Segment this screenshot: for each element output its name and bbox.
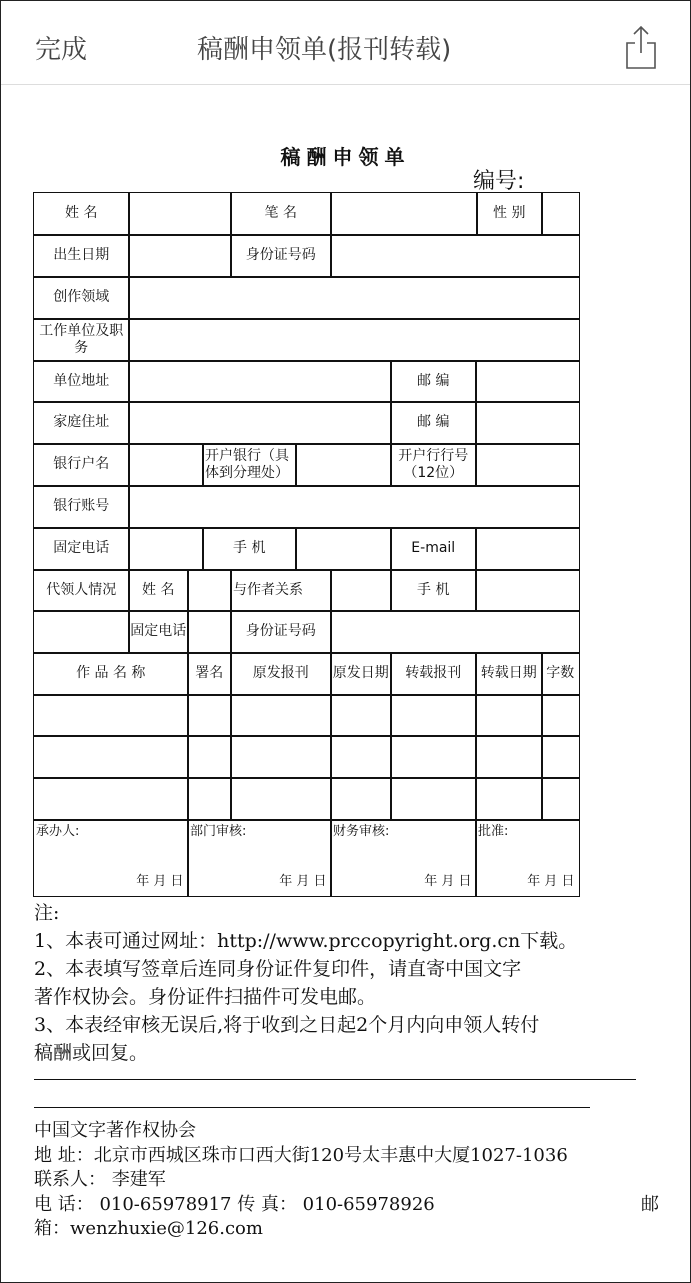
field-label: 邮 编 xyxy=(390,401,477,445)
field-input-cell[interactable] xyxy=(541,735,580,779)
notes xyxy=(34,899,664,1067)
email: 箱：wenzhuxie@126.com xyxy=(34,1218,263,1239)
field-input-cell[interactable] xyxy=(128,527,204,571)
signoff-date: 年 月 日 xyxy=(136,873,184,889)
page-title: 稿酬申领单(报刊转载) xyxy=(197,35,452,65)
field-label: 姓 名 xyxy=(33,192,130,236)
signoff-cell[interactable] xyxy=(475,819,580,897)
field-input-cell[interactable] xyxy=(187,610,232,654)
field-input-cell[interactable] xyxy=(295,527,392,571)
field-input-cell[interactable] xyxy=(541,192,580,236)
field-input-cell[interactable] xyxy=(390,694,477,737)
field-input-cell[interactable] xyxy=(187,777,232,821)
field-label: 开户银行（具体到分理处） xyxy=(202,443,297,487)
field-label: 转载报刊 xyxy=(390,652,477,696)
note-line: 3、本表经审核无误后,将于收到之日起2个月内向申领人转付 xyxy=(34,1014,540,1036)
signoff-label: 承办人: xyxy=(36,824,80,839)
field-input-cell[interactable] xyxy=(128,318,580,362)
signoff-date: 年 月 日 xyxy=(279,873,327,889)
field-label: 转载日期 xyxy=(475,652,543,696)
field-input-cell[interactable] xyxy=(128,360,392,403)
field-label: 开户行行号（12位） xyxy=(390,443,477,487)
divider xyxy=(34,1107,590,1108)
field-input-cell[interactable] xyxy=(33,735,189,779)
field-label: 手 机 xyxy=(390,569,477,612)
field-input-cell[interactable] xyxy=(330,735,392,779)
field-input-cell[interactable] xyxy=(128,443,204,487)
form-title: 稿酬申领单 xyxy=(280,145,411,169)
field-input-cell[interactable] xyxy=(541,777,580,821)
field-label: 笔 名 xyxy=(230,192,332,236)
field-input-cell[interactable] xyxy=(475,527,580,571)
field-label: 姓 名 xyxy=(128,569,189,612)
field-input-cell[interactable] xyxy=(330,610,580,654)
field-input-cell[interactable] xyxy=(330,192,478,236)
field-label: 银行户名 xyxy=(33,443,130,487)
note-line: 稿酬或回复。 xyxy=(34,1042,149,1064)
field-label: 代领人情况 xyxy=(33,569,130,612)
field-label: 作 品 名 称 xyxy=(33,652,189,696)
share-icon[interactable] xyxy=(625,25,657,69)
field-label: 身份证号码 xyxy=(230,234,332,278)
field-label: 银行账号 xyxy=(33,485,130,529)
mail-label: 邮 xyxy=(641,1193,659,1215)
field-input-cell[interactable] xyxy=(390,777,477,821)
field-input-cell[interactable] xyxy=(330,569,392,612)
field-input-cell[interactable] xyxy=(230,777,332,821)
field-label: 原发报刊 xyxy=(230,652,332,696)
contact-person: 联系人： 李建军 xyxy=(34,1169,166,1190)
field-label: 身份证号码 xyxy=(230,610,332,654)
note-line: 1、本表可通过网址：http://www.prccopyright.org.cn下载。 xyxy=(34,930,578,952)
divider xyxy=(34,1079,636,1080)
field-input-cell[interactable] xyxy=(330,694,392,737)
field-label: 原发日期 xyxy=(330,652,392,696)
field-input-cell[interactable] xyxy=(295,443,392,487)
notes-heading: 注: xyxy=(34,902,60,924)
field-label: 字数 xyxy=(541,652,580,696)
field-input-cell[interactable] xyxy=(475,694,543,737)
field-input-cell[interactable] xyxy=(128,276,580,320)
field-label: 邮 编 xyxy=(390,360,477,403)
phone-fax: 电 话： 010-65978917 传 真： 010-65978926 xyxy=(34,1193,435,1215)
field-input-cell[interactable] xyxy=(475,443,580,487)
field-input-cell[interactable] xyxy=(128,192,232,236)
signoff-date: 年 月 日 xyxy=(527,873,575,889)
signoff-label: 财务审核: xyxy=(333,824,390,839)
field-label: 固定电话 xyxy=(128,610,189,654)
field-input-cell[interactable] xyxy=(33,777,189,821)
field-input-cell[interactable] xyxy=(475,735,543,779)
field-input-cell[interactable] xyxy=(187,694,232,737)
field-input-cell[interactable] xyxy=(33,610,130,654)
note-line: 2、本表填写签章后连同身份证件复印件，请直寄中国文字 xyxy=(34,958,522,980)
field-input-cell[interactable] xyxy=(541,694,580,737)
footer-contact xyxy=(34,1119,659,1242)
field-label: 出生日期 xyxy=(33,234,130,278)
field-input-cell[interactable] xyxy=(128,234,232,278)
field-input-cell[interactable] xyxy=(330,777,392,821)
field-input-cell[interactable] xyxy=(475,401,580,445)
field-label: 手 机 xyxy=(202,527,297,571)
field-input-cell[interactable] xyxy=(330,234,580,278)
field-label: 创作领域 xyxy=(33,276,130,320)
note-line: 著作权协会。身份证件扫描件可发电邮。 xyxy=(34,986,377,1008)
done-button[interactable]: 完成 xyxy=(35,35,88,65)
signoff-label: 批准: xyxy=(478,824,509,839)
field-input-cell[interactable] xyxy=(128,485,580,529)
field-label: 单位地址 xyxy=(33,360,130,403)
signoff-label: 部门审核: xyxy=(190,824,247,839)
field-label: 工作单位及职务 xyxy=(33,318,130,362)
field-input-cell[interactable] xyxy=(187,569,232,612)
field-label: 署名 xyxy=(187,652,232,696)
field-label: 与作者关系 xyxy=(230,569,332,612)
field-input-cell[interactable] xyxy=(187,735,232,779)
org-name: 中国文字著作权协会 xyxy=(34,1120,196,1141)
field-input-cell[interactable] xyxy=(230,694,332,737)
field-input-cell[interactable] xyxy=(475,569,580,612)
field-input-cell[interactable] xyxy=(33,694,189,737)
field-label: 固定电话 xyxy=(33,527,130,571)
field-label: 家庭住址 xyxy=(33,401,130,445)
field-input-cell[interactable] xyxy=(128,401,392,445)
signoff-cell[interactable] xyxy=(187,819,332,897)
signoff-date: 年 月 日 xyxy=(424,873,472,889)
field-input-cell[interactable] xyxy=(475,360,580,403)
signoff-cell[interactable] xyxy=(33,819,189,897)
serial-number-label: 编号: xyxy=(473,169,525,194)
field-label: E-mail xyxy=(390,527,477,571)
nav-bar xyxy=(1,1,690,85)
field-input-cell[interactable] xyxy=(230,735,332,779)
address: 地 址：北京市西城区珠市口西大街120号太丰惠中大厦1027-1036 xyxy=(34,1144,568,1166)
signoff-cell[interactable] xyxy=(330,819,477,897)
field-input-cell[interactable] xyxy=(475,777,543,821)
field-label: 性 别 xyxy=(476,192,543,236)
field-input-cell[interactable] xyxy=(390,735,477,779)
